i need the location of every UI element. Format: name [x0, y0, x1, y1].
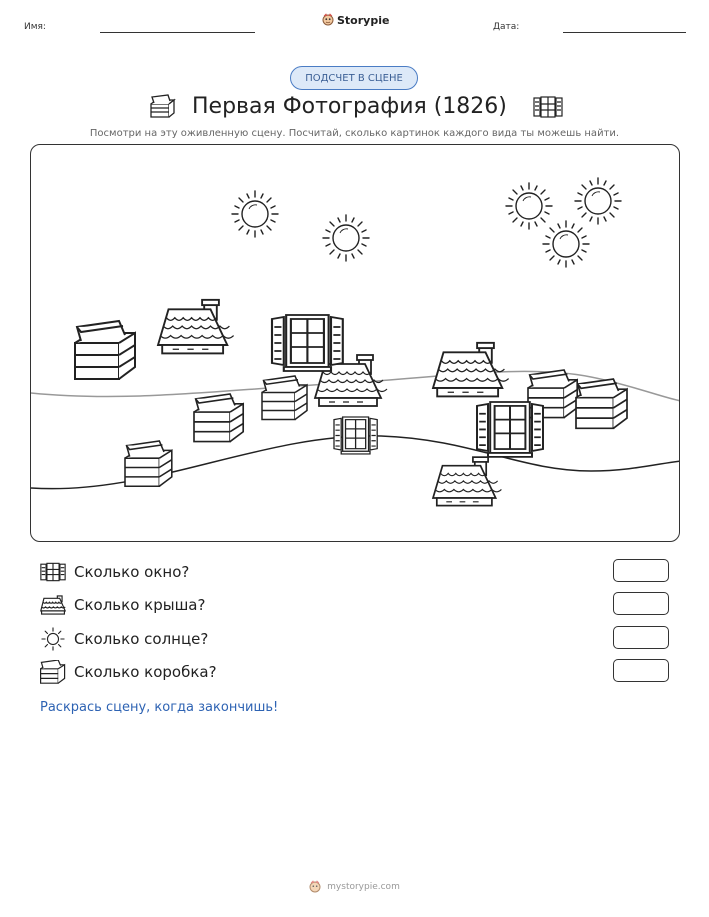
box-icon	[40, 660, 66, 684]
date-label: Дата:	[493, 22, 520, 32]
storypie-mascot-icon	[309, 880, 321, 894]
box-icon	[148, 94, 176, 120]
footer-site[interactable]: mystorypie.com	[327, 882, 400, 892]
sun-icon	[543, 221, 589, 267]
window-icon	[40, 561, 66, 583]
storypie-logo	[322, 13, 389, 27]
sun-icon	[506, 183, 552, 229]
sun-icon	[323, 215, 369, 261]
question-row-sun	[40, 627, 208, 651]
window-icon	[272, 315, 343, 371]
name-line[interactable]	[100, 32, 255, 33]
page-title: Первая Фотография (1826)	[192, 94, 507, 119]
roof-icon	[158, 300, 234, 354]
question-row-window	[40, 560, 189, 584]
question-text: Сколько солнце?	[74, 630, 209, 648]
window-icon	[533, 95, 563, 119]
sun-icon	[232, 191, 278, 237]
answer-box-roof[interactable]	[613, 592, 669, 615]
question-text: Сколько крыша?	[74, 596, 206, 614]
question-row-box	[40, 660, 217, 684]
box-icon	[75, 321, 135, 379]
question-text: Сколько коробка?	[74, 663, 217, 681]
storypie-mascot-icon	[322, 13, 334, 27]
color-instruction: Раскрась сцену, когда закончишь!	[40, 700, 279, 715]
sun-icon	[575, 178, 621, 224]
question-row-roof	[40, 593, 205, 617]
roof-icon	[433, 343, 509, 397]
roof-icon	[433, 457, 501, 505]
date-line[interactable]	[563, 32, 686, 33]
answer-box-box[interactable]	[613, 659, 669, 682]
topic-badge: ПОДСЧЕТ В СЦЕНЕ	[290, 66, 418, 90]
footer	[0, 880, 709, 894]
name-label: Имя:	[24, 22, 46, 32]
answer-box-window[interactable]	[613, 559, 669, 582]
window-icon	[334, 417, 377, 454]
instructions: Посмотри на эту оживленную сцену. Посчитай, сколько картинок каждого вида ты можешь найти.	[89, 128, 620, 139]
question-text: Сколько окно?	[74, 563, 190, 581]
box-icon	[125, 441, 172, 486]
roof-icon	[40, 594, 66, 616]
box-icon	[262, 376, 307, 420]
box-icon	[194, 394, 243, 442]
window-icon	[477, 402, 543, 457]
box-icon	[576, 379, 627, 428]
counting-scene	[30, 144, 680, 542]
scene-drawing	[31, 145, 680, 542]
sun-icon	[40, 627, 66, 651]
answer-box-sun[interactable]	[613, 626, 669, 649]
logo-text: Storypie	[337, 13, 390, 27]
